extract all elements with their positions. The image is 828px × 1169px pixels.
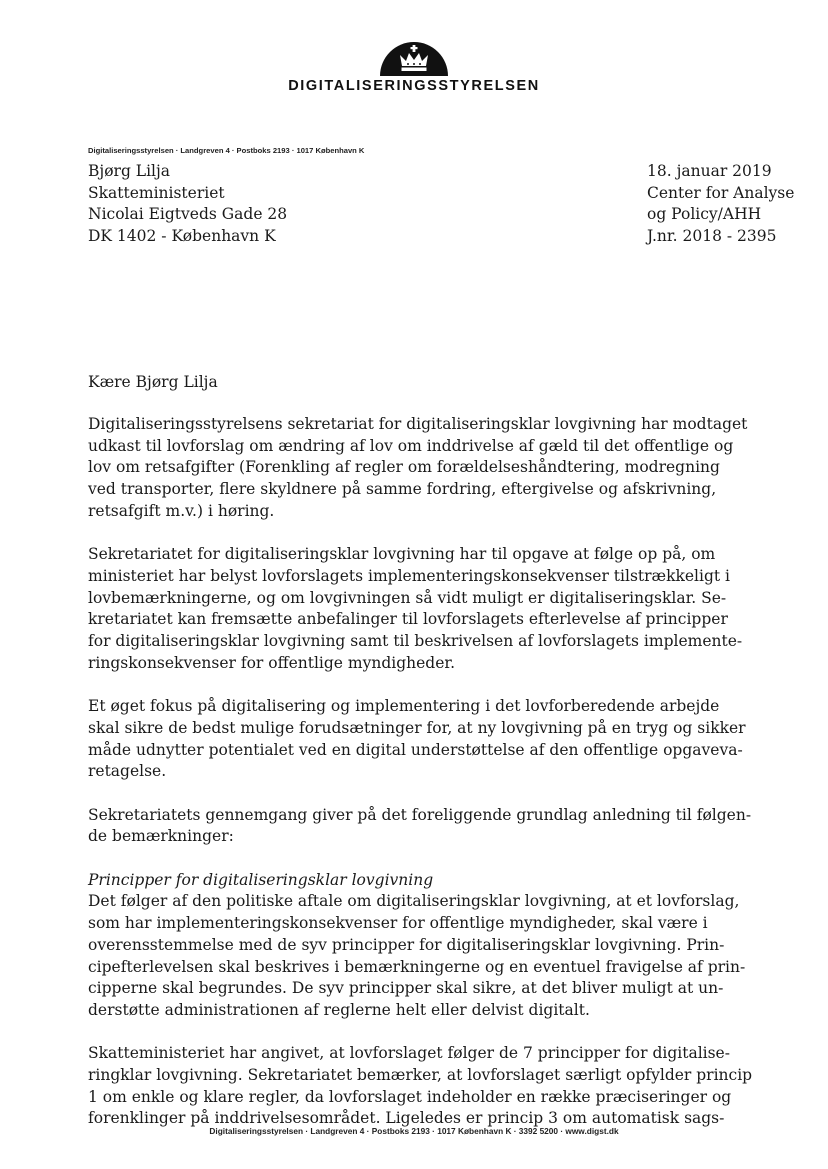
text-line: cipefterlevelsen skal beskrives i bemærkningerne og en eventuel fravigelse af prin- xyxy=(88,957,746,976)
recipient-address xyxy=(88,161,287,247)
recipient-organization: Skatteministeriet xyxy=(88,183,225,202)
department-line-1: Center for Analyse xyxy=(647,183,795,202)
text-line: Det følger af den politiske aftale om digitaliseringsklar lovgivning, at et lovforslag, xyxy=(88,892,740,911)
text-line: Digitaliseringsstyrelsens sekretariat for digitaliseringsklar lovgivning har modtaget xyxy=(88,415,748,433)
text-line: skal sikre de bedst mulige forudsætninger for, at ny lovgivning på en tryg og sikker xyxy=(88,718,746,737)
text-line: ved transporter, flere skyldnere på samme fordring, eftergivelse og afskrivning, xyxy=(88,480,717,499)
text-line: lovbemærkningerne, og om lovgivningen så vidt muligt er digitaliseringsklar. Se- xyxy=(88,588,727,607)
text-line: 1 om enkle og klare regler, da lovforslaget indeholder en række præciseringer og xyxy=(88,1087,732,1106)
logo-wordmark: DIGITALISERINGSSTYRELSEN xyxy=(288,78,540,94)
text-line: ministeriet har belyst lovforslagets implementeringskonsekvenser tilstrækkeligt i xyxy=(88,566,731,585)
paragraph xyxy=(88,891,746,1021)
text-line: Sekretariatets gennemgang giver på det foreliggende grundlag anledning til følgen- xyxy=(88,805,752,824)
paragraph xyxy=(88,805,752,848)
recipient-city: DK 1402 - København K xyxy=(88,226,276,245)
paragraph xyxy=(88,1043,753,1130)
text-line: lov om retsafgifter (Forenkling af regler om forældelseshåndtering, modregning xyxy=(88,458,720,477)
journal-number: J.nr. 2018 - 2395 xyxy=(647,226,777,245)
recipient-street: Nicolai Eigtveds Gade 28 xyxy=(88,205,288,223)
text-line: cipperne skal begrundes. De syv principper skal sikre, at det bliver muligt at un- xyxy=(88,979,724,998)
logo xyxy=(284,40,544,94)
text-line: kretariatet kan fremsætte anbefalinger til lovforslagets efterlevelse af principper xyxy=(88,610,728,629)
section xyxy=(88,870,628,892)
paragraph xyxy=(88,696,746,783)
text-line: overensstemmelse med de syv principper for digitaliseringsklar lovgivning. Prin- xyxy=(88,935,725,954)
text-line: derstøtte administrationen af reglerne helt eller delvist digitalt. xyxy=(88,1000,590,1019)
text-line: de bemærkninger: xyxy=(88,827,234,846)
text-line: forenklinger på inddrivelsesområdet. Ligeledes er princip 3 om automatisk sags- xyxy=(88,1109,725,1128)
recipient-name: Bjørg Lilja xyxy=(88,162,171,180)
text-line: for digitaliseringsklar lovgivning samt til beskrivelsen af lovforslagets implemente- xyxy=(88,632,743,651)
text-line: udkast til lovforslag om ændring af lov om inddrivelse af gæld til det offentlige og xyxy=(88,436,734,455)
letter-meta xyxy=(647,161,794,247)
text-line: ringklar lovgivning. Sekretariatet bemærker, at lovforslaget særligt opfylder princip xyxy=(88,1066,753,1085)
department-line-2: og Policy/AHH xyxy=(647,205,762,223)
text-line: Sekretariatet for digitaliseringsklar lovgivning har til opgave at følge op på, om xyxy=(88,545,716,564)
page-footer: Digitaliseringsstyrelsen · Landgreven 4 · Postboks 2193 · 1017 København K · 3392 5200 · www.digst.dk xyxy=(209,1126,619,1136)
text-line: Et øget fokus på digitalisering og implementering i det lovforberedende arbejde xyxy=(88,697,720,716)
text-line: som har implementeringskonsekvenser for offentlige myndigheder, skal være i xyxy=(88,914,708,933)
letter-body xyxy=(88,414,753,1152)
crown-emblem-icon xyxy=(378,40,450,76)
greeting: Kære Bjørg Lilja xyxy=(88,373,218,391)
section-heading: Principper for digitaliseringsklar lovgivning xyxy=(88,870,434,889)
text-line: ringskonsekvenser for offentlige myndigheder. xyxy=(88,653,456,672)
text-line: Skatteministeriet har angivet, at lovforslaget følger de 7 principper for digitalise- xyxy=(88,1044,730,1063)
text-line: retagelse. xyxy=(88,762,167,781)
text-line: retsafgift m.v.) i høring. xyxy=(88,501,275,520)
paragraph xyxy=(88,414,748,523)
sender-address-line: Digitaliseringsstyrelsen · Landgreven 4 · Postboks 2193 · 1017 København K xyxy=(88,146,365,155)
letter-date: 18. januar 2019 xyxy=(647,162,772,180)
text-line: måde udnytter potentialet ved en digital understøttelse af den offentlige opgaveva- xyxy=(88,740,743,759)
paragraph xyxy=(88,544,743,674)
